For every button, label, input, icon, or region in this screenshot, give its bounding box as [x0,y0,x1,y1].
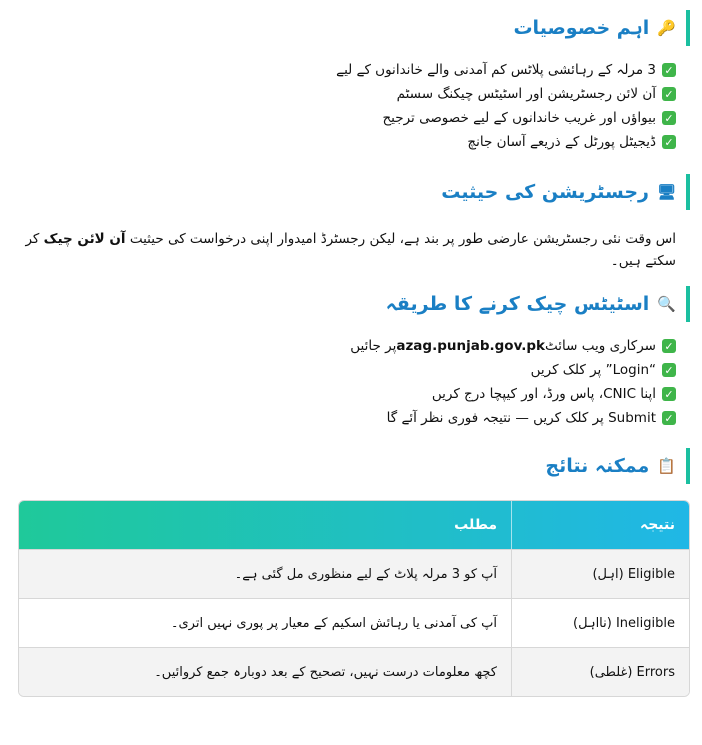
results-heading [16,448,690,484]
meaning-cell: آپ کو 3 مرلہ پلاٹ کے لیے منظوری مل گئی ہے۔ [19,549,511,598]
list-item: ✓ آن لائن رجسٹریشن اور اسٹیٹس چیکنگ سسٹم [16,82,676,106]
table-row [19,549,689,598]
list-item: ✓ اپنا CNIC، پاس ورڈ، اور کیپچا درج کریں [16,382,676,406]
list-item: ✓ Submit پر کلک کریں — نتیجہ فوری نظر آئے گا [16,406,676,430]
list-item: ✓ سرکاری ویب سائٹ azag.punjab.gov.pk پر جائیں [16,334,676,358]
clipboard-icon: 📋 [657,457,676,475]
meaning-cell: کچھ معلومات درست نہیں، تصحیح کے بعد دوبارہ جمع کروائیں۔ [19,647,511,696]
status-check-title: اسٹیٹس چیک کرنے کا طریقہ [385,293,650,315]
check-icon: ✓ [662,63,676,77]
list-item: ✓ 3 مرلہ کے رہائشی پلاٹس کم آمدنی والے خاندانوں کے لیے [16,58,676,82]
registration-title: رجسٹریشن کی حیثیت [441,181,649,203]
column-header-result: نتیجہ [511,501,689,549]
features-title: اہم خصوصیات [513,17,650,39]
status-steps-list [16,334,690,430]
list-item: ✓ ڈیجیٹل پورٹل کے ذریعے آسان جانچ [16,130,676,154]
registration-paragraph: اس وقت نئی رجسٹریشن عارضی طور پر بند ہے، لیکن رجسٹرڈ امیدوار اپنی درخواست کی حیثیت آن لائن چیک کر سکتے ہیں۔ [25,231,676,269]
magnifier-icon: 🔍 [657,295,676,313]
features-heading [16,10,690,46]
results-table [18,500,690,697]
result-cell: Errors (غلطی) [511,647,689,696]
online-check-emphasis: آن لائن چیک [43,231,126,247]
check-icon: ✓ [662,387,676,401]
check-icon: ✓ [662,363,676,377]
check-icon: ✓ [662,411,676,425]
result-cell: Eligible (اہل) [511,549,689,598]
list-item: ✓ “Login” پر کلک کریں [16,358,676,382]
registration-heading [16,174,690,210]
check-icon: ✓ [662,87,676,101]
website-link[interactable]: azag.punjab.gov.pk [396,338,546,354]
check-icon: ✓ [662,111,676,125]
meaning-cell: آپ کی آمدنی یا رہائش اسکیم کے معیار پر پوری نہیں اتری۔ [19,598,511,647]
table-row [19,647,689,696]
check-icon: ✓ [662,339,676,353]
column-header-meaning: مطلب [454,517,497,533]
results-title: ممکنہ نتائج [545,455,650,477]
status-check-heading [16,286,690,322]
features-list [16,58,690,154]
key-icon: 🔑 [657,19,676,37]
computer-icon: 🖥 [656,183,676,201]
list-item: ✓ بیواؤں اور غریب خاندانوں کے لیے خصوصی ترجیح [16,106,676,130]
result-cell: Ineligible (نااہل) [511,598,689,647]
article-page [0,10,702,745]
table-row [19,598,689,647]
check-icon: ✓ [662,135,676,149]
table-header-row [19,501,689,549]
